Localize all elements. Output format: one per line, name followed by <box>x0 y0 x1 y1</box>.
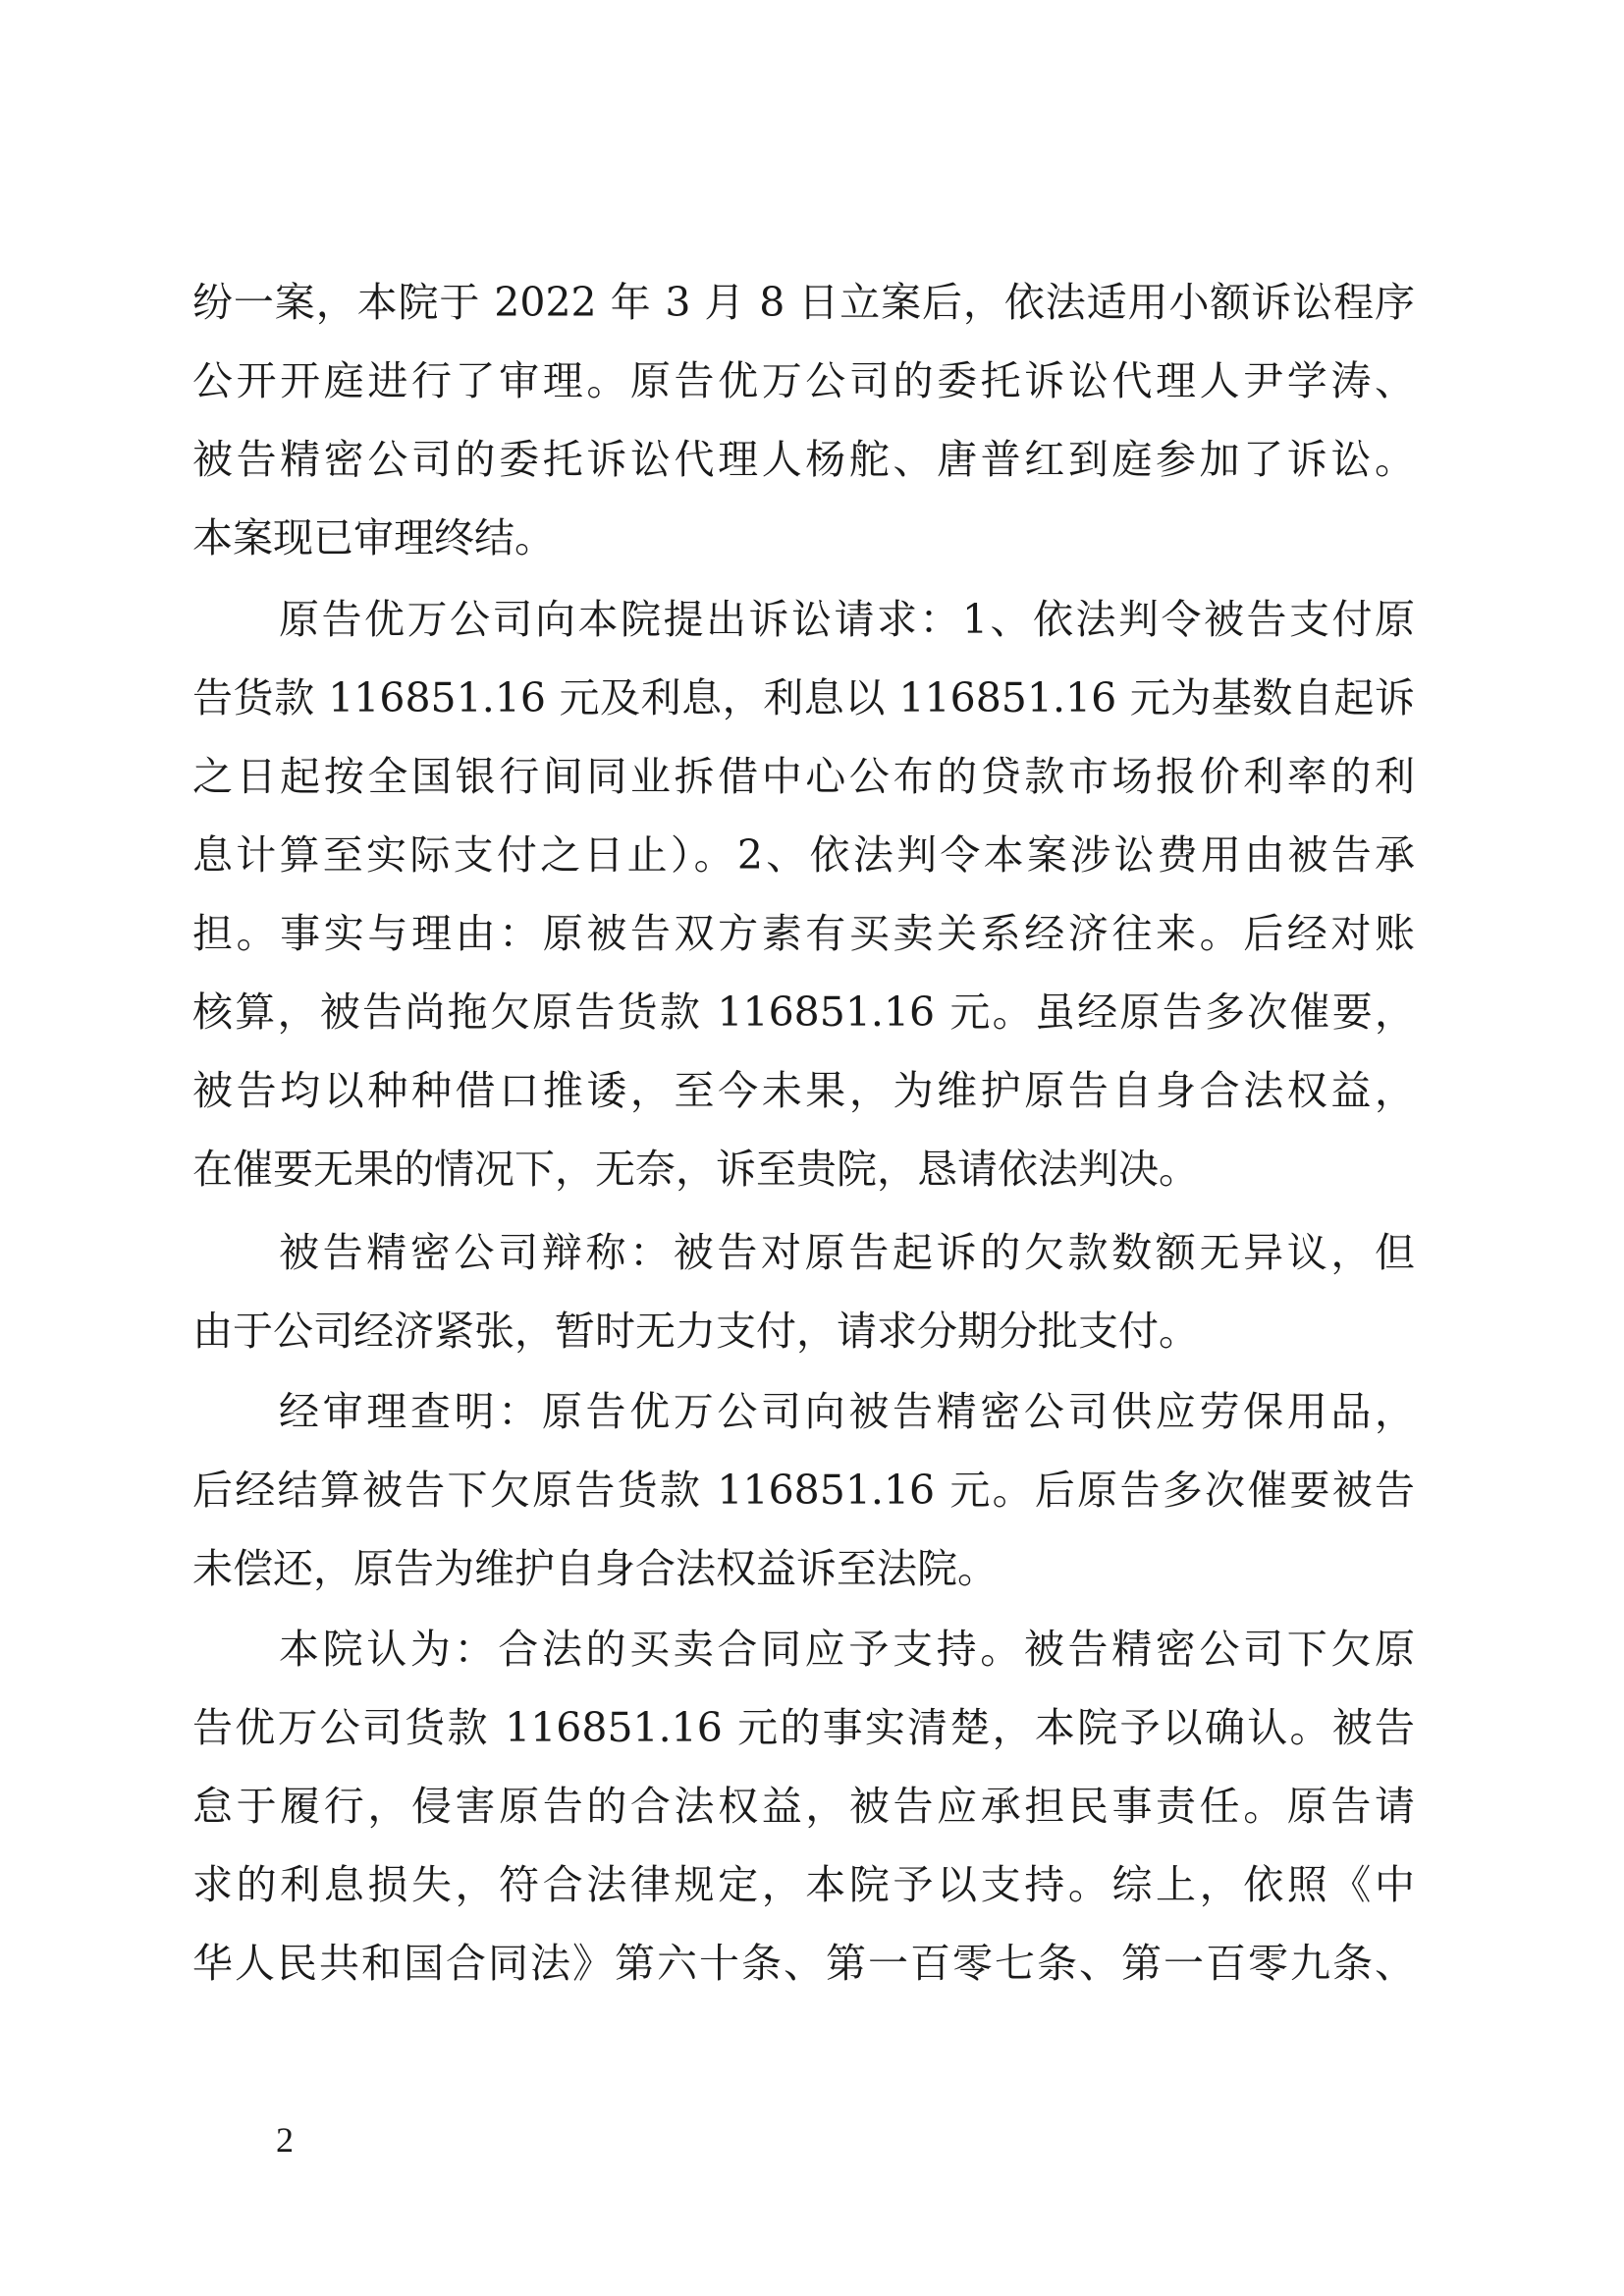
text-line: 公开开庭进行了审理。原告优万公司的委托诉讼代理人尹学涛、 <box>192 357 1415 404</box>
text-line: 息计算至实际支付之日止）。2、依法判令本案涉讼费用由被告承 <box>192 831 1415 879</box>
text-line: 本院认为：合法的买卖合同应予支持。被告精密公司下欠原 <box>279 1626 1415 1673</box>
text-line: 被告精密公司辩称：被告对原告起诉的欠款数额无异议，但 <box>279 1229 1415 1276</box>
text-line: 未偿还，原告为维护自身合法权益诉至法院。 <box>192 1545 998 1592</box>
text-line: 在催要无果的情况下，无奈，诉至贵院，恳请依法判决。 <box>192 1146 1199 1193</box>
text-line: 被告精密公司的委托诉讼代理人杨舵、唐普红到庭参加了诉讼。 <box>192 436 1415 483</box>
text-line: 华人民共和国合同法》第六十条、第一百零七条、第一百零九条、 <box>192 1940 1415 1987</box>
page-number: 2 <box>276 2120 294 2160</box>
text-line: 告优万公司货款 116851.16 元的事实清楚，本院予以确认。被告 <box>192 1704 1415 1751</box>
text-line: 经审理查明：原告优万公司向被告精密公司供应劳保用品， <box>279 1388 1415 1435</box>
text-line: 核算，被告尚拖欠原告货款 116851.16 元。虽经原告多次催要， <box>192 988 1415 1036</box>
text-line: 告货款 116851.16 元及利息，利息以 116851.16 元为基数自起诉 <box>192 674 1415 721</box>
text-line: 被告均以种种借口推诿，至今未果，为维护原告自身合法权益， <box>192 1067 1415 1114</box>
text-line: 原告优万公司向本院提出诉讼请求：1、依法判令被告支付原 <box>279 596 1415 643</box>
text-line: 由于公司经济紧张，暂时无力支付，请求分期分批支付。 <box>192 1308 1199 1355</box>
text-line: 本案现已审理终结。 <box>192 514 555 561</box>
text-line: 求的利息损失，符合法律规定，本院予以支持。综上，依照《中 <box>192 1861 1415 1908</box>
text-line: 之日起按全国银行间同业拆借中心公布的贷款市场报价利率的利 <box>192 753 1415 800</box>
text-line: 怠于履行，侵害原告的合法权益，被告应承担民事责任。原告请 <box>192 1783 1415 1830</box>
text-line: 纷一案，本院于 2022 年 3 月 8 日立案后，依法适用小额诉讼程序 <box>192 279 1415 326</box>
text-line: 后经结算被告下欠原告货款 116851.16 元。后原告多次催要被告 <box>192 1467 1415 1514</box>
text-line: 担。事实与理由：原被告双方素有买卖关系经济往来。后经对账 <box>192 910 1415 957</box>
